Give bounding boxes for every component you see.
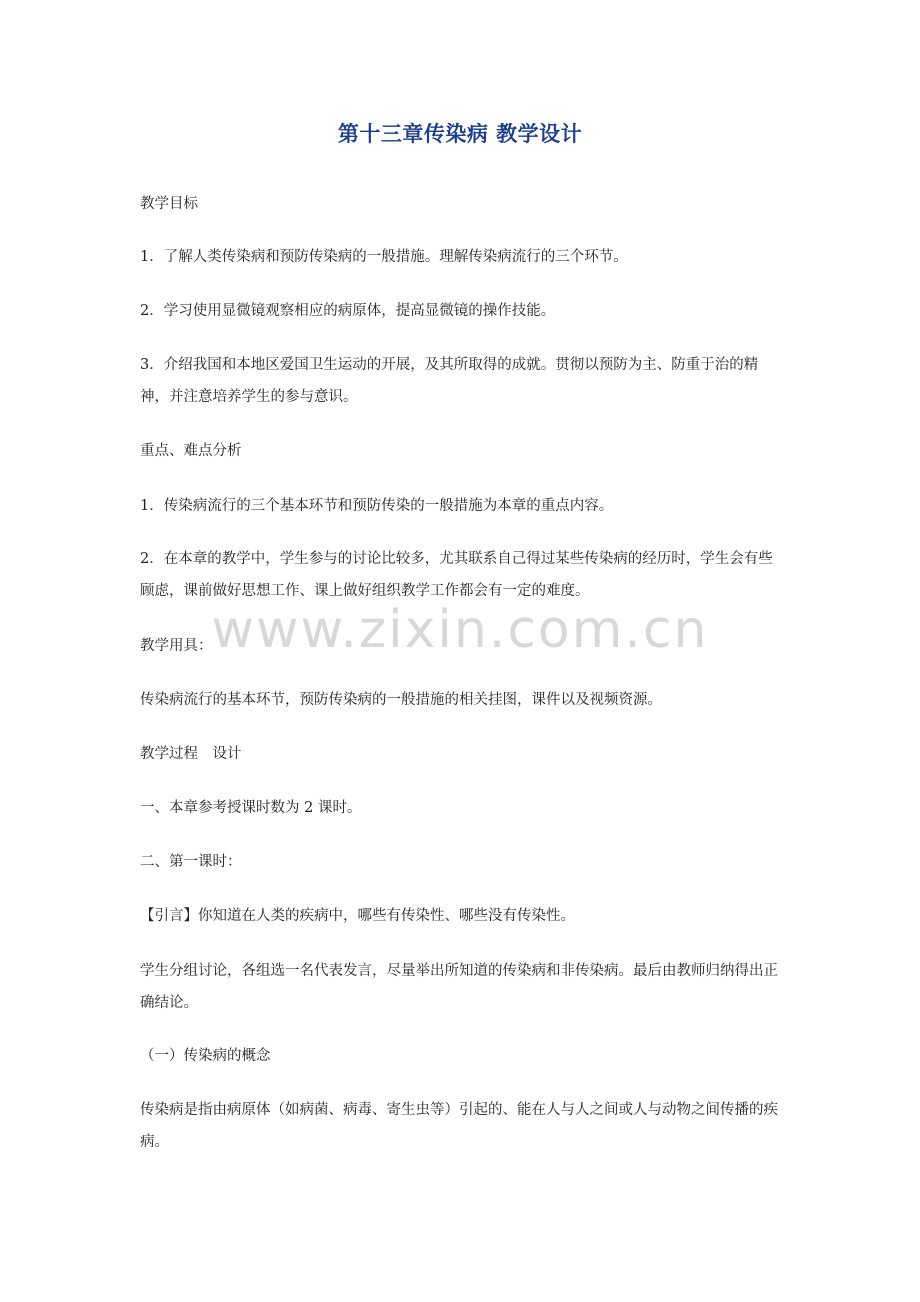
- document-title: 第十三章传染病 教学设计: [337, 122, 583, 146]
- objective-3: 3．介绍我国和本地区爱国卫生运动的开展，及其所取得的成就。贯彻以预防为主、防重于治的精神，并注意培养学生的参与意识。: [140, 357, 759, 405]
- process-item-2: 二、第一课时：: [140, 854, 242, 870]
- objective-1: 1．了解人类传染病和预防传染病的一般措施。理解传染病流行的三个环节。: [140, 249, 628, 265]
- key-point-2: 2．在本章的教学中，学生参与的讨论比较多，尤其联系自己得过某些传染病的经历时，学生会有些顾虑，课前做好思想工作、课上做好组织教学工作都会有一定的难度。: [140, 551, 773, 599]
- section-heading-objectives: 教学目标: [140, 196, 198, 212]
- introduction-text: 【引言】你知道在人类的疾病中，哪些有传染性、哪些没有传染性。: [140, 908, 575, 924]
- subsection-heading-concept: （一）传染病的概念: [140, 1048, 271, 1064]
- materials-text: 传染病流行的基本环节，预防传染病的一般措施的相关挂图，课件以及视频资源。: [140, 692, 662, 708]
- section-heading-key-points: 重点、难点分析: [140, 443, 242, 459]
- process-item-1: 一、本章参考授课时数为 2 课时。: [140, 800, 362, 816]
- concept-text: 传染病是指由病原体（如病菌、病毒、寄生虫等）引起的、能在人与人之间或人与动物之间传播的疾病。: [140, 1102, 778, 1150]
- discussion-text: 学生分组讨论，各组选一名代表发言，尽量举出所知道的传染病和非传染病。最后由教师归纳得出正确结论。: [140, 963, 778, 1011]
- section-heading-materials: 教学用具：: [140, 638, 213, 654]
- section-heading-process: 教学过程 设计: [140, 746, 242, 762]
- objective-2: 2．学习使用显微镜观察相应的病原体，提高显微镜的操作技能。: [140, 303, 556, 319]
- key-point-1: 1．传染病流行的三个基本环节和预防传染的一般措施为本章的重点内容。: [140, 498, 614, 514]
- watermark: www.zixin.com.cn: [211, 600, 709, 660]
